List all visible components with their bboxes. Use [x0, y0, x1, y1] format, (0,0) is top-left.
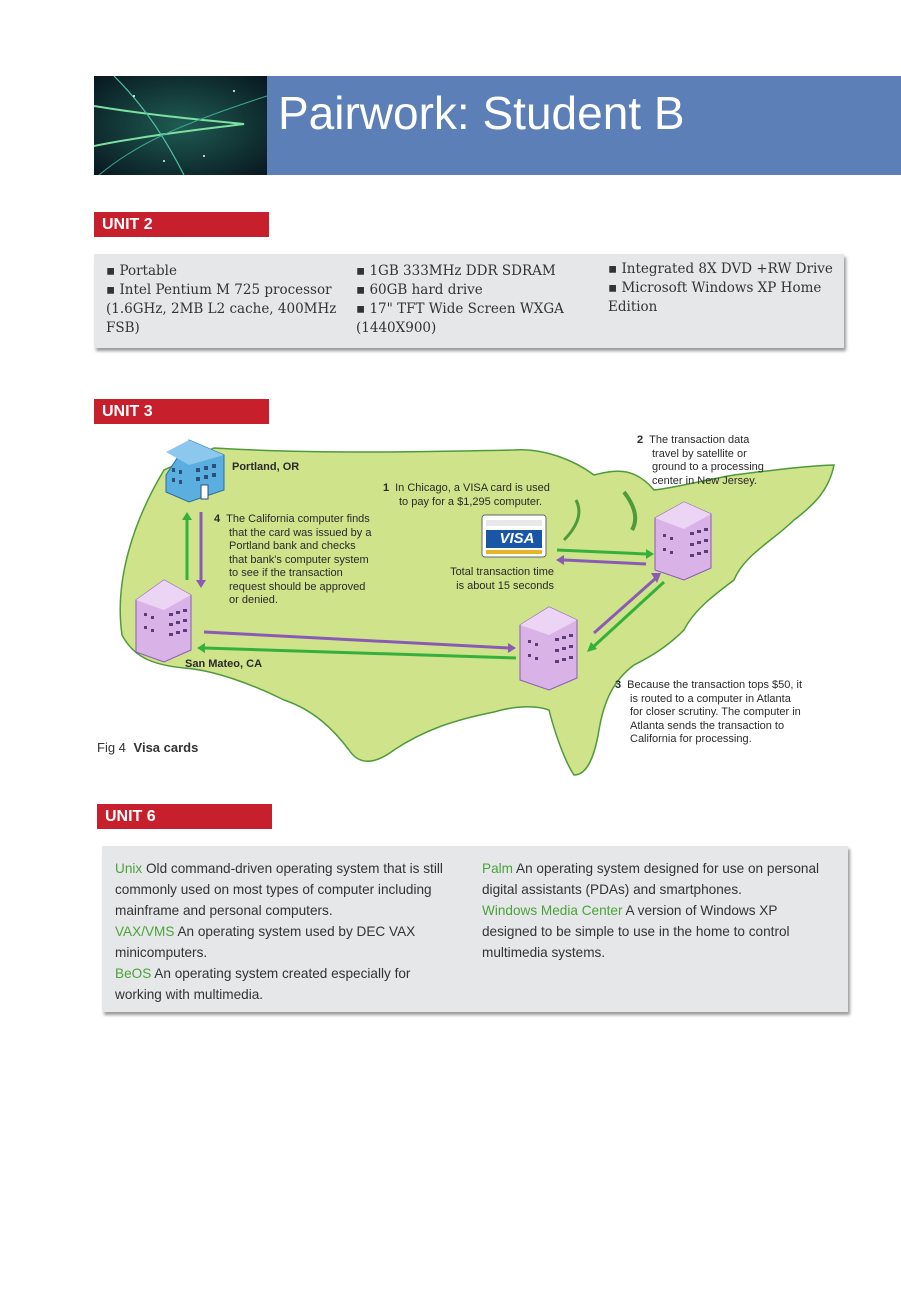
- step-line: In Chicago, a VISA card is used: [395, 482, 550, 494]
- glossary-term: BeOS: [115, 966, 152, 981]
- glossary-term: Unix: [115, 861, 143, 876]
- total-time-line: is about 15 seconds: [456, 579, 554, 592]
- step-4-label: [214, 513, 404, 608]
- glossary-definition: An operating system designed for use on personal digital assistants (PDAs) and smartphones.: [482, 861, 820, 897]
- spec-line: ▪ 1GB 333MHz DDR SDRAM: [356, 263, 556, 279]
- step-line: Portland bank and checks: [229, 540, 356, 552]
- header-banner: [94, 76, 901, 175]
- us-map-figure: [94, 430, 901, 790]
- glossary-column-left: [115, 858, 455, 1005]
- spec-line: ▪ Intel Pentium M 725 processor: [106, 282, 332, 298]
- step-line: that bank's computer system: [229, 553, 369, 566]
- glossary-entry: [115, 858, 455, 921]
- step-line: travel by satellite or: [652, 447, 747, 460]
- spec-column-3: [608, 260, 843, 317]
- step-line: center in New Jersey.: [652, 474, 757, 487]
- figure-caption: [97, 740, 198, 755]
- step-number: 3: [615, 679, 622, 691]
- unit-2-label: UNIT 2: [94, 212, 269, 237]
- glossary-column-right: [482, 858, 832, 963]
- spec-line: ▪ Portable: [106, 263, 177, 279]
- city-label-san-mateo: San Mateo, CA: [185, 658, 263, 670]
- step-line: request should be approved: [229, 580, 366, 593]
- unit-6-label: UNIT 6: [97, 804, 272, 829]
- unit-2-spec-box: [94, 254, 844, 348]
- city-label-portland: Portland, OR: [232, 461, 300, 473]
- glossary-entry: [115, 921, 455, 963]
- step-line: Because the transaction tops $50, it: [627, 679, 803, 691]
- total-time-line: Total transaction time: [450, 566, 554, 578]
- step-line: The California computer finds: [226, 513, 370, 525]
- new-jersey-building-icon: [655, 502, 711, 580]
- step-line: to pay for a $1,295 computer.: [399, 495, 543, 508]
- glossary-term: Palm: [482, 861, 513, 876]
- step-line: California for processing.: [630, 733, 752, 745]
- glossary-definition: A version of Windows XP designed to be simple to use in the home to control multimedia systems.: [482, 903, 790, 960]
- step-line: ground to a processing: [652, 461, 764, 473]
- banner-image: [94, 76, 267, 175]
- step-line: for closer scrutiny. The computer in: [630, 706, 801, 718]
- step-2-label: [637, 434, 817, 488]
- unit-3-label: UNIT 3: [94, 399, 269, 424]
- spec-column-1: [106, 262, 351, 338]
- spec-line: ▪ 60GB hard drive: [356, 282, 483, 298]
- visa-logo-text: VISA: [499, 530, 535, 547]
- step-line: Atlanta sends the transaction to: [630, 719, 785, 732]
- step-line: to see if the transaction: [229, 567, 343, 579]
- spec-column-2: [356, 262, 601, 338]
- spec-line: (1.6GHz, 2MB L2 cache, 400MHz: [106, 301, 337, 317]
- step-line: that the card was issued by a: [229, 526, 372, 539]
- caption-prefix: Fig 4: [97, 740, 126, 755]
- caption-title: Visa cards: [133, 740, 199, 755]
- step-line: is routed to a computer in Atlanta: [630, 692, 791, 705]
- total-time-label: [424, 566, 554, 593]
- spec-line: (1440X900): [356, 320, 437, 336]
- spec-line: ▪ Microsoft Windows XP Home: [608, 280, 822, 296]
- step-line: The transaction data: [649, 434, 750, 446]
- spec-line: ▪ 17" TFT Wide Screen WXGA: [356, 301, 564, 317]
- step-line: or denied.: [229, 594, 278, 606]
- spec-line: FSB): [106, 320, 140, 336]
- step-3-label: [615, 679, 825, 747]
- glossary-definition: Old command-driven operating system that is still commonly used on most types of computer including mainframe and personal computers.: [115, 861, 443, 918]
- step-number: 4: [214, 513, 221, 525]
- step-number: 2: [637, 434, 644, 446]
- step-number: 1: [383, 482, 390, 494]
- atlanta-building-icon: [520, 607, 577, 690]
- step-1-label: [383, 482, 583, 509]
- glossary-definition: An operating system used by DEC VAX minicomputers.: [115, 924, 416, 960]
- page-title: Pairwork: Student B: [278, 87, 685, 139]
- glossary-entry: [482, 858, 832, 900]
- spec-line: ▪ Integrated 8X DVD +RW Drive: [608, 261, 833, 277]
- glossary-entry: [482, 900, 832, 963]
- unit-6-glossary-box: [102, 846, 848, 1012]
- glossary-definition: An operating system created especially for working with multimedia.: [115, 966, 411, 1002]
- glossary-entry: [115, 963, 455, 1005]
- glossary-term: VAX/VMS: [115, 924, 175, 939]
- glossary-term: Windows Media Center: [482, 903, 623, 918]
- spec-line: Edition: [608, 299, 658, 315]
